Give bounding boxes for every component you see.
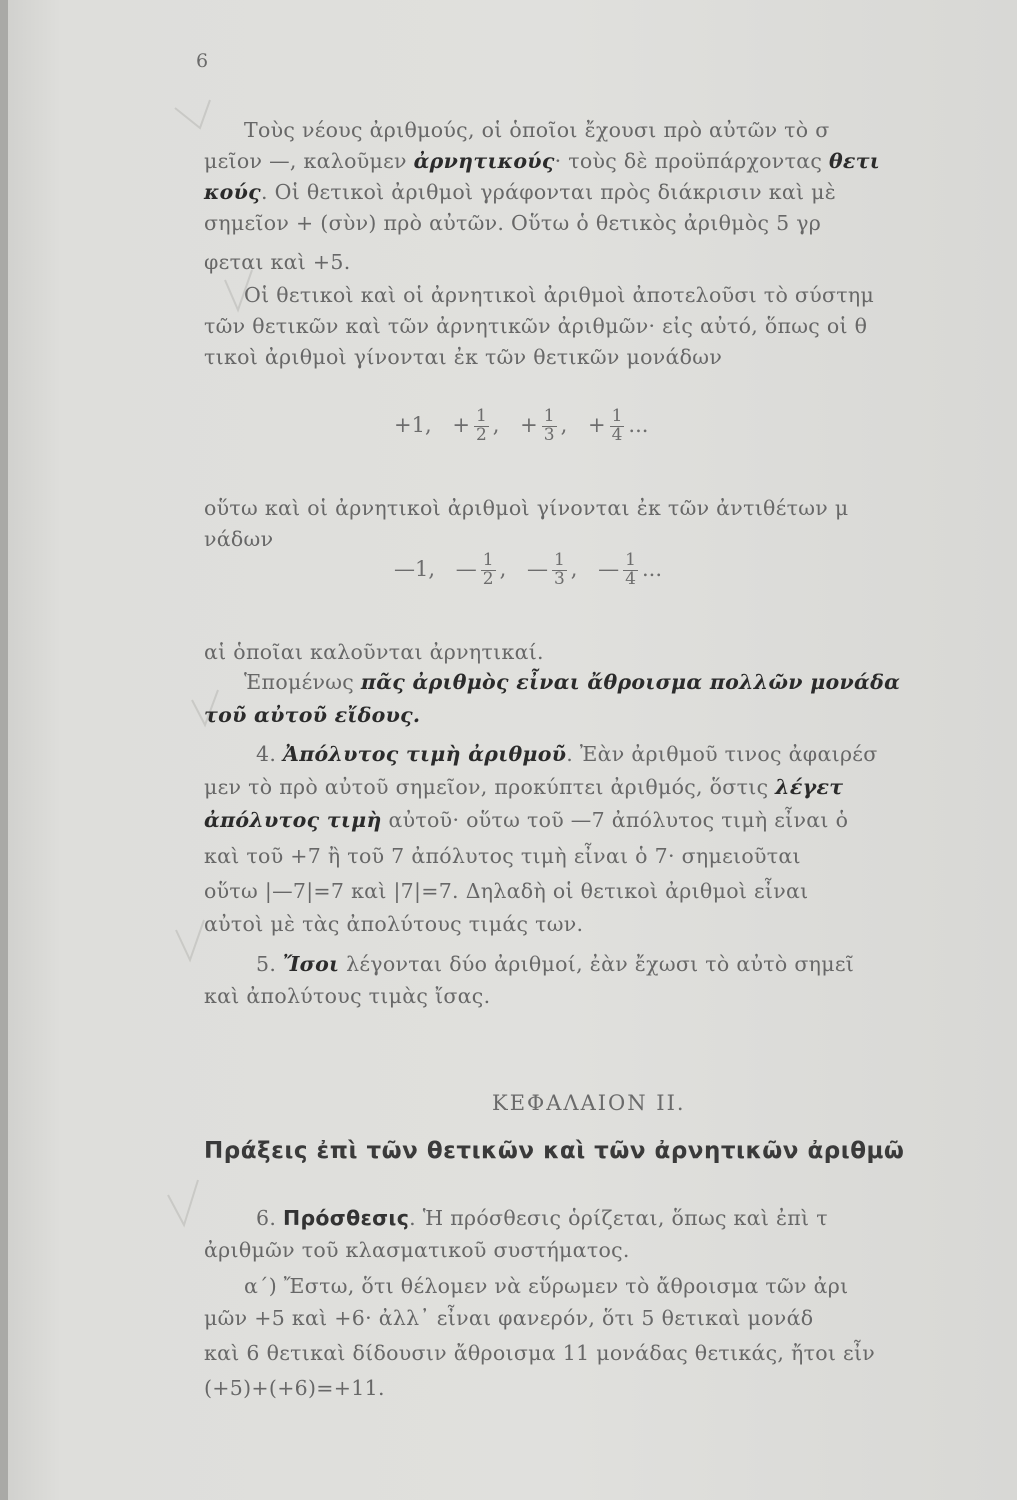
positive-units-formula: +1, + $\frac{1}{2}$ , + $\frac{1}{3}$ , + $\frac{1}{4}$ ... — [394, 406, 649, 445]
fraction: $\frac{1}{3}$ — [543, 406, 555, 445]
page-number: 6 — [196, 50, 209, 72]
section-heading: Πράξεις ἐπὶ τῶν θετικῶν καὶ τῶν ἀρνητικῶν ἀριθμῶ — [204, 1138, 905, 1164]
text-line: μεῖον —, καλοῦμεν ἀρνητικούς· τοὺς δὲ προϋπάρχοντας θετι — [204, 149, 881, 173]
text-line: καὶ ἀπολύτους τιμὰς ἴσας. — [204, 984, 491, 1008]
text-line: κούς. Οἱ θετικοὶ ἀριθμοὶ γράφονται πρὸς διάκρισιν καὶ μὲ — [204, 180, 837, 204]
text-line: τοῦ αὐτοῦ εἴδους. — [204, 703, 421, 727]
text-line: φεται καὶ +5. — [204, 250, 351, 274]
text-line: σημεῖον + (σὺν) πρὸ αὐτῶν. Οὕτω ὁ θετικὸς ἀριθμὸς 5 γρ — [204, 211, 822, 235]
fraction: $\frac{1}{4}$ — [625, 550, 636, 589]
section-4-title: Ἀπόλυτος τιμὴ ἀριθμοῦ — [282, 742, 567, 766]
fraction: $\frac{1}{2}$ — [475, 406, 487, 445]
text-line: νάδων — [204, 527, 274, 551]
negative-units-formula: —1, — $\frac{1}{2}$ , — $\frac{1}{3}$ , — $\frac{1}{4}$ ... — [394, 550, 662, 589]
text-line: 6. Πρόσθεσις. Ἡ πρόσθεσις ὁρίζεται, ὅπως καὶ ἐπὶ τ — [256, 1206, 828, 1230]
section-5-title: Ἴσοι — [282, 952, 340, 976]
text-line: αὐτοὶ μὲ τὰς ἀπολύτους τιμάς των. — [204, 912, 584, 936]
text-line: 4. Ἀπόλυτος τιμὴ ἀριθμοῦ. Ἐὰν ἀριθμοῦ τινος ἀφαιρέσ — [256, 742, 878, 766]
text-line: Οἱ θετικοὶ καὶ οἱ ἀρνητικοὶ ἀριθμοὶ ἀποτελοῦσι τὸ σύστημ — [244, 283, 875, 307]
fraction: $\frac{1}{4}$ — [611, 406, 623, 445]
text-line: οὕτω |—7|=7 καὶ |7|=7. Δηλαδὴ οἱ θετικοὶ ἀριθμοὶ εἶναι — [204, 879, 809, 903]
text-line: Ἑπομένως πᾶς ἀριθμὸς εἶναι ἄθροισμα πολλῶν μονάδα — [244, 670, 901, 694]
text-line: ἀπόλυτος τιμὴ αὐτοῦ· οὕτω τοῦ —7 ἀπόλυτος τιμὴ εἶναι ὁ — [204, 808, 849, 832]
text-line: οὕτω καὶ οἱ ἀρνητικοὶ ἀριθμοὶ γίνονται ἐκ τῶν ἀντιθέτων μ — [204, 496, 849, 520]
text-line: α΄) Ἔστω, ὅτι θέλομεν νὰ εὕρωμεν τὸ ἄθροισμα τῶν ἀρι — [244, 1274, 849, 1298]
text-line: (+5)+(+6)=+11. — [204, 1376, 385, 1400]
text-line: 5. Ἴσοι λέγονται δύο ἀριθμοί, ἐὰν ἔχωσι τὸ αὐτὸ σημεῖ — [256, 952, 855, 976]
fraction: $\frac{1}{2}$ — [482, 550, 494, 589]
term-negative: ἀρνητικούς — [413, 149, 555, 173]
text-line: μῶν +5 καὶ +6· ἀλλ᾽ εἶναι φανερόν, ὅτι 5 θετικαὶ μονάδ — [204, 1306, 814, 1330]
term-positive: θετι — [828, 149, 881, 173]
emphasis: πᾶς ἀριθμὸς εἶναι ἄθροισμα πολλῶν μονάδα — [360, 670, 901, 694]
text-line: τῶν θετικῶν καὶ τῶν ἀρνητικῶν ἀριθμῶν· εἰς αὐτό, ὅπως οἱ θ — [204, 314, 868, 338]
text-line: ἀριθμῶν τοῦ κλασματικοῦ συστήματος. — [204, 1238, 630, 1262]
text-line: αἱ ὁποῖαι καλοῦνται ἀρνητικαί. — [204, 640, 544, 664]
text-line: μεν τὸ πρὸ αὐτοῦ σημεῖον, προκύπτει ἀριθμός, ὅστις λέγετ — [204, 775, 844, 799]
text-line: τικοὶ ἀριθμοὶ γίνονται ἐκ τῶν θετικῶν μονάδων — [204, 345, 723, 369]
text-line: Τοὺς νέους ἀριθμούς, οἱ ὁποῖοι ἔχουσι πρὸ αὐτῶν τὸ σ — [244, 118, 830, 142]
fraction: $\frac{1}{3}$ — [553, 550, 565, 589]
text-line: καὶ τοῦ +7 ἢ τοῦ 7 ἀπόλυτος τιμὴ εἶναι ὁ 7· σημειοῦται — [204, 844, 801, 868]
chapter-title: ΚΕΦΑΛΑΙΟΝ ΙΙ. — [492, 1091, 686, 1115]
section-6-title: Πρόσθεσις — [282, 1206, 410, 1230]
text-line: καὶ 6 θετικαὶ δίδουσιν ἄθροισμα 11 μονάδας θετικάς, ἤτοι εἶν — [204, 1341, 876, 1365]
